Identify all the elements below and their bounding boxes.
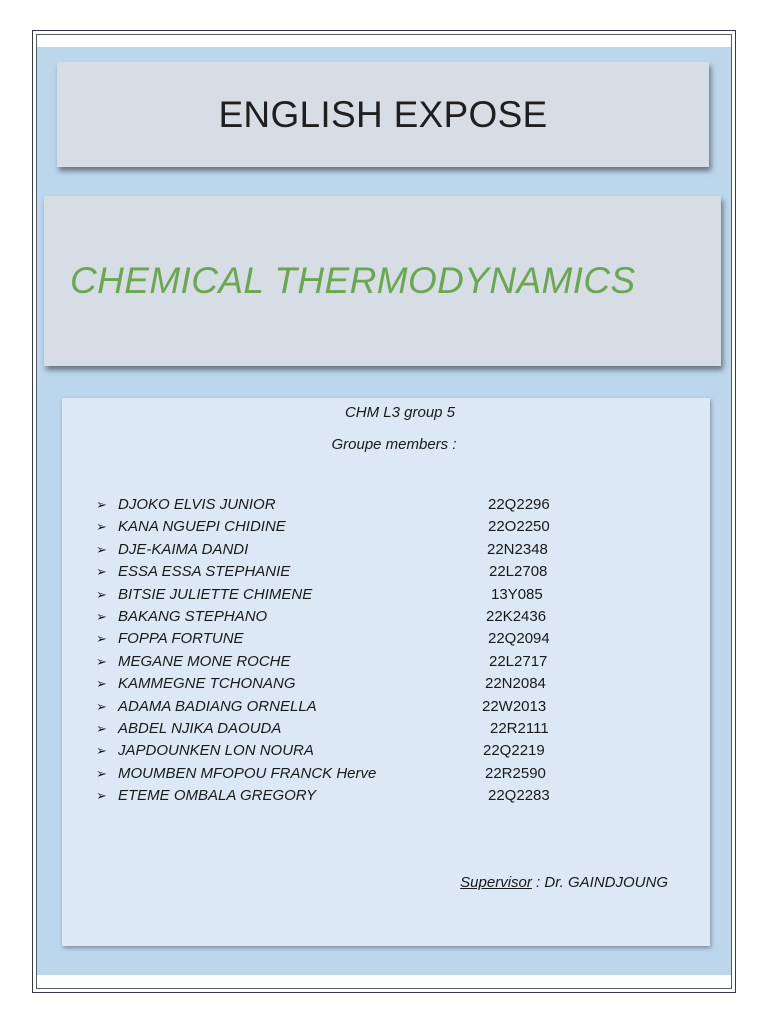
member-name: ETEME OMBALA GREGORY	[118, 787, 317, 805]
member-id: 13Y085	[491, 585, 543, 603]
member-row	[96, 720, 656, 742]
member-id: 22R2111	[490, 719, 549, 737]
member-row	[96, 630, 656, 652]
arrow-bullet-icon: ➢	[96, 519, 107, 535]
arrow-bullet-icon: ➢	[96, 564, 107, 580]
member-id: 22Q2296	[488, 496, 550, 513]
member-name: ESSA ESSA STEPHANIE	[118, 563, 291, 581]
member-row	[96, 608, 656, 630]
arrow-bullet-icon: ➢	[96, 541, 107, 557]
member-list	[96, 496, 656, 809]
member-id: 22L2717	[489, 652, 548, 670]
member-row	[96, 742, 656, 764]
page-title: ENGLISH EXPOSE	[218, 93, 548, 135]
member-name: ABDEL NJIKA DAOUDA	[118, 719, 282, 737]
member-id: 22O2250	[488, 518, 550, 536]
member-id: 22Q2094	[488, 630, 550, 648]
arrow-bullet-icon: ➢	[96, 743, 107, 759]
member-id: 22W2013	[482, 697, 547, 715]
members-heading: Groupe members :	[331, 436, 457, 453]
subject-panel	[44, 196, 721, 366]
arrow-bullet-icon: ➢	[96, 676, 107, 692]
member-id: 22L2708	[489, 563, 548, 581]
member-name: DJOKO ELVIS JUNIOR	[118, 496, 276, 513]
member-name: BAKANG STEPHANO	[118, 607, 268, 625]
member-name: BITSIE JULIETTE CHIMENE	[118, 585, 313, 603]
member-name: MEGANE MONE ROCHE	[118, 652, 291, 670]
member-row	[96, 541, 656, 563]
member-row	[96, 563, 656, 585]
arrow-bullet-icon: ➢	[96, 608, 107, 624]
arrow-bullet-icon: ➢	[96, 497, 107, 512]
members-panel	[62, 398, 710, 946]
arrow-bullet-icon: ➢	[96, 698, 107, 714]
member-row	[96, 653, 656, 675]
member-row	[96, 675, 656, 697]
arrow-bullet-icon: ➢	[96, 720, 107, 736]
arrow-bullet-icon: ➢	[96, 631, 107, 647]
member-name: ADAMA BADIANG ORNELLA	[118, 697, 317, 715]
member-id: 22R2590	[485, 764, 546, 782]
supervisor-line	[460, 874, 668, 891]
member-id: 22Q2219	[483, 742, 545, 760]
member-row	[96, 586, 656, 608]
subject-title: CHEMICAL THERMODYNAMICS	[70, 260, 636, 301]
arrow-bullet-icon: ➢	[96, 765, 107, 781]
member-id: 22N2348	[487, 540, 548, 558]
member-row	[96, 496, 656, 518]
member-name: DJE-KAIMA DANDI	[118, 540, 249, 558]
supervisor-label: Supervisor	[460, 874, 532, 891]
arrow-bullet-icon: ➢	[96, 586, 107, 602]
member-name: MOUMBEN MFOPOU FRANCK Herve	[118, 764, 377, 782]
member-id: 22Q2283	[488, 787, 550, 805]
member-name: JAPDOUNKEN LON NOURA	[118, 742, 314, 760]
member-id: 22N2084	[485, 675, 546, 693]
arrow-bullet-icon: ➢	[96, 653, 107, 669]
group-label: CHM L3 group 5	[344, 404, 456, 421]
member-name: FOPPA FORTUNE	[118, 630, 244, 648]
member-id: 22K2436	[486, 607, 547, 625]
member-name: KAMMEGNE TCHONANG	[118, 675, 296, 693]
title-panel	[57, 62, 709, 167]
member-row	[96, 518, 656, 540]
member-row	[96, 787, 656, 809]
member-name: KANA NGUEPI CHIDINE	[118, 518, 286, 536]
member-row	[96, 698, 656, 720]
member-row	[96, 765, 656, 787]
arrow-bullet-icon: ➢	[96, 788, 107, 804]
supervisor-name: : Dr. GAINDJOUNG	[531, 874, 668, 891]
